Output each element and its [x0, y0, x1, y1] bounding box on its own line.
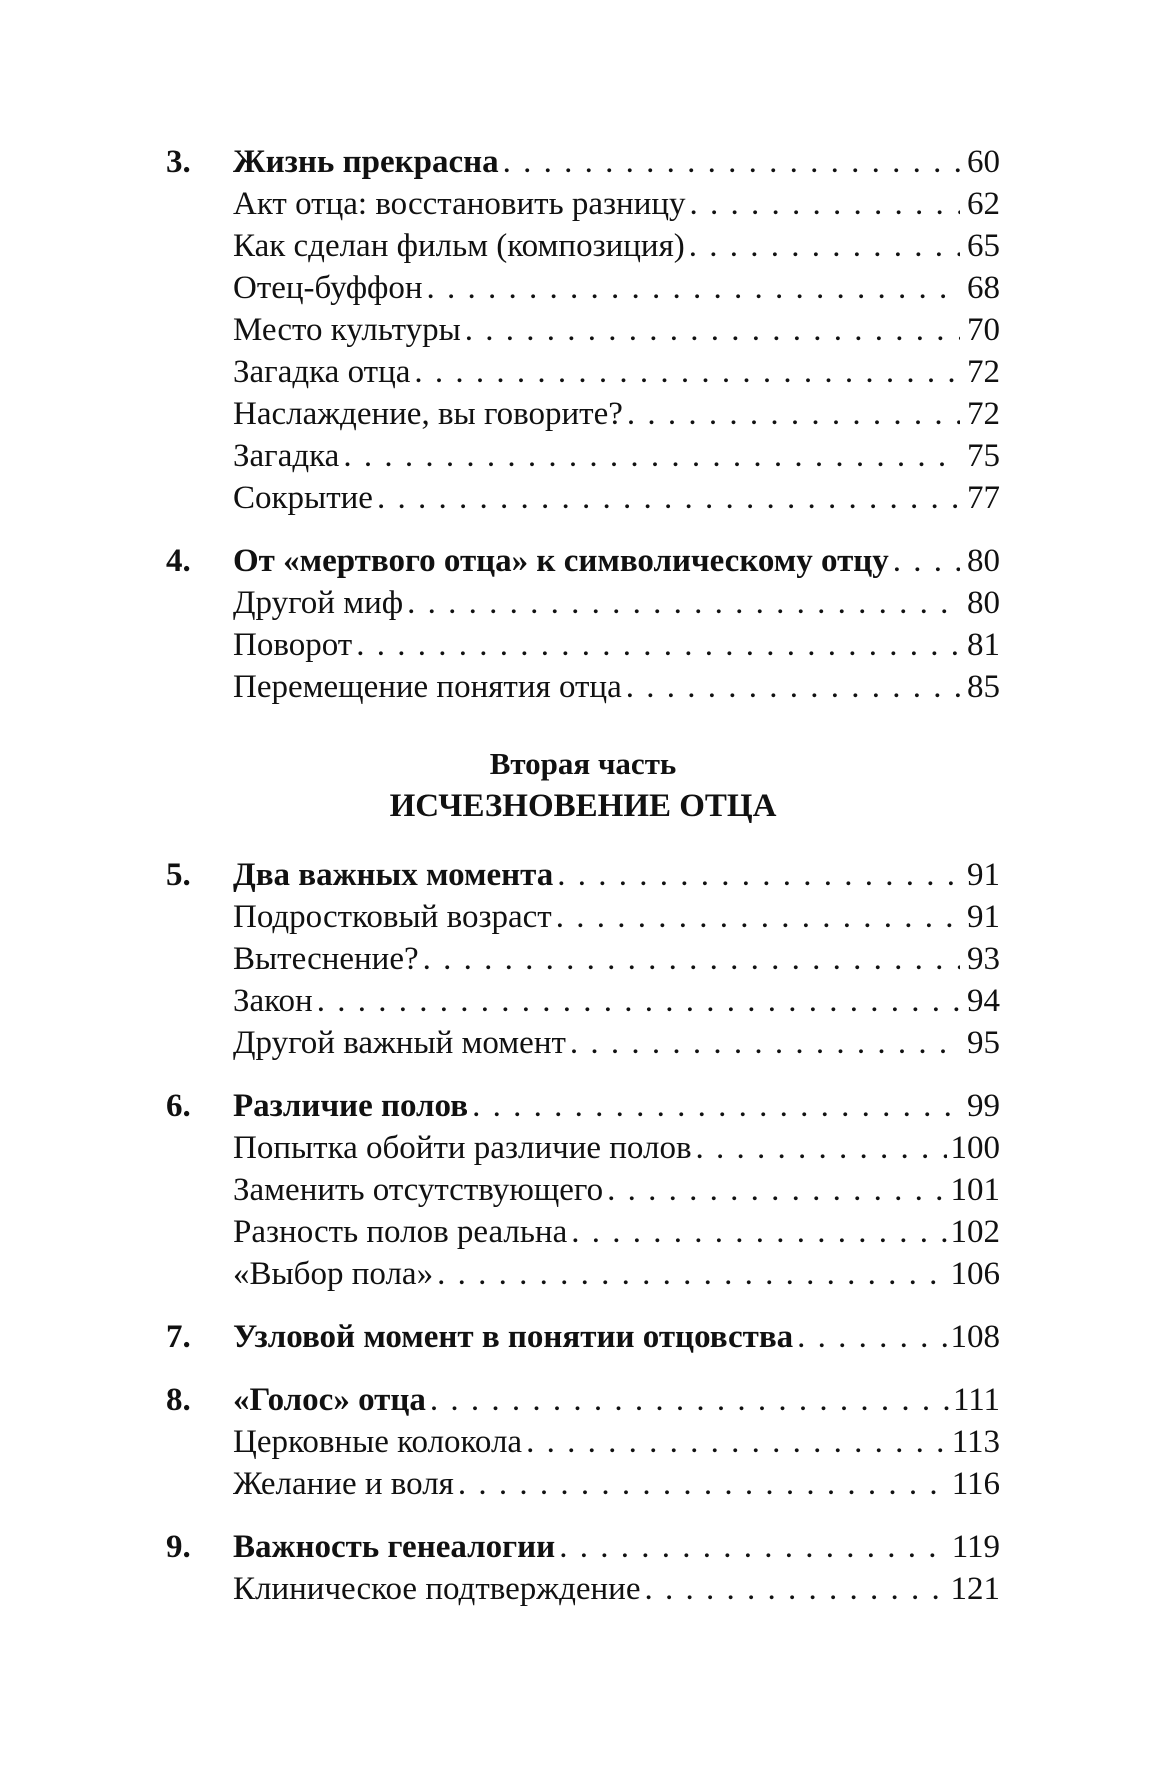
- section-title: Попытка обойти различие полов: [233, 1127, 696, 1169]
- section-title: Поворот: [233, 624, 356, 666]
- chapter-number: 9.: [166, 1529, 191, 1565]
- page-number: 119: [951, 1529, 1000, 1565]
- toc-section[interactable]: [166, 435, 1000, 477]
- dot-leader: [690, 183, 960, 225]
- page-number: 77: [967, 480, 1000, 516]
- dot-leader: [472, 1085, 960, 1127]
- toc-section[interactable]: [166, 1211, 1000, 1253]
- page-number: 108: [950, 1319, 1000, 1355]
- section-title: Перемещение понятия отца: [233, 666, 626, 708]
- toc-chapter-3: [166, 141, 1000, 519]
- toc-section[interactable]: [166, 666, 1000, 708]
- toc-chapter-8: [166, 1379, 1000, 1505]
- section-title: Отец-буффон: [233, 267, 427, 309]
- toc-chapter-heading[interactable]: [166, 141, 1000, 183]
- chapter-title: Жизнь прекрасна: [233, 141, 503, 183]
- dot-leader: [557, 854, 960, 896]
- page-number: 75: [967, 438, 1000, 474]
- section-title: Церковные колокола: [233, 1421, 526, 1463]
- toc-section[interactable]: [166, 1253, 1000, 1295]
- chapter-title: Важность генеалогии: [233, 1526, 559, 1568]
- chapter-number: 7.: [166, 1319, 191, 1355]
- section-title: Наслаждение, вы говорите?: [233, 393, 627, 435]
- toc-section[interactable]: [166, 980, 1000, 1022]
- page-number: 62: [967, 186, 1000, 222]
- page-number: 91: [967, 899, 1000, 935]
- dot-leader: [556, 896, 960, 938]
- chapter-number: 5.: [166, 857, 191, 893]
- page-number: 116: [951, 1466, 1000, 1502]
- dot-leader: [645, 1568, 947, 1610]
- dot-leader: [356, 624, 960, 666]
- toc-section[interactable]: [166, 1568, 1000, 1610]
- toc-section[interactable]: [166, 1127, 1000, 1169]
- dot-leader: [607, 1169, 946, 1211]
- page-number: 106: [950, 1256, 1000, 1292]
- toc-section[interactable]: [166, 225, 1000, 267]
- toc-chapter-5: [166, 854, 1000, 1064]
- toc-chapter-heading[interactable]: [166, 1316, 1000, 1358]
- dot-leader: [465, 309, 960, 351]
- section-title: Загадка: [233, 435, 343, 477]
- page-number: 100: [950, 1130, 1000, 1166]
- dot-leader: [317, 980, 960, 1022]
- toc-section[interactable]: [166, 183, 1000, 225]
- section-title: Другой важный момент: [233, 1022, 570, 1064]
- dot-leader: [343, 435, 960, 477]
- page-number: 65: [967, 228, 1000, 264]
- page-number: 72: [967, 396, 1000, 432]
- dot-leader: [570, 1022, 960, 1064]
- chapter-number: 6.: [166, 1088, 191, 1124]
- section-title: Акт отца: восстановить разницу: [233, 183, 690, 225]
- dot-leader: [377, 477, 960, 519]
- page-number: 93: [967, 941, 1000, 977]
- toc-section[interactable]: [166, 1421, 1000, 1463]
- dot-leader: [559, 1526, 948, 1568]
- toc-section[interactable]: [166, 582, 1000, 624]
- dot-leader: [689, 225, 960, 267]
- chapter-number: 8.: [166, 1382, 191, 1418]
- page-number: 70: [967, 312, 1000, 348]
- dot-leader: [423, 938, 960, 980]
- page-number: 60: [967, 144, 1000, 180]
- part-heading: [166, 744, 1000, 828]
- chapter-number: 3.: [166, 144, 191, 180]
- page-number: 72: [967, 354, 1000, 390]
- section-title: Загадка отца: [233, 351, 414, 393]
- toc-section[interactable]: [166, 267, 1000, 309]
- toc-section[interactable]: [166, 1022, 1000, 1064]
- dot-leader: [414, 351, 960, 393]
- dot-leader: [797, 1316, 946, 1358]
- section-title: Сокрытие: [233, 477, 377, 519]
- toc-section[interactable]: [166, 1463, 1000, 1505]
- section-title: Желание и воля: [233, 1463, 458, 1505]
- dot-leader: [427, 267, 961, 309]
- toc-chapter-6: [166, 1085, 1000, 1295]
- chapter-title: «Голос» отца: [233, 1379, 430, 1421]
- toc-section[interactable]: [166, 477, 1000, 519]
- page-number: 81: [967, 627, 1000, 663]
- dot-leader: [893, 540, 960, 582]
- chapter-number: 4.: [166, 543, 191, 579]
- dot-leader: [503, 141, 960, 183]
- toc-section[interactable]: [166, 624, 1000, 666]
- chapter-title: Узловой момент в понятии отцовства: [233, 1316, 797, 1358]
- dot-leader: [626, 666, 960, 708]
- section-title: Закон: [233, 980, 317, 1022]
- table-of-contents: [166, 141, 1000, 1631]
- section-title: Заменить отсутствующего: [233, 1169, 607, 1211]
- page-number: 85: [967, 669, 1000, 705]
- toc-section[interactable]: [166, 351, 1000, 393]
- toc-section[interactable]: [166, 393, 1000, 435]
- chapter-title: От «мертвого отца» к символическому отцу: [233, 540, 893, 582]
- section-title: Место культуры: [233, 309, 465, 351]
- dot-leader: [458, 1463, 948, 1505]
- dot-leader: [430, 1379, 949, 1421]
- section-title: Вытеснение?: [233, 938, 423, 980]
- toc-chapter-4: [166, 540, 1000, 708]
- page-number: 99: [967, 1088, 1000, 1124]
- toc-chapter-heading[interactable]: [166, 854, 1000, 896]
- dot-leader: [627, 393, 960, 435]
- toc-section[interactable]: [166, 938, 1000, 980]
- part-label: Вторая часть: [489, 746, 677, 781]
- chapter-title: Различие полов: [233, 1085, 472, 1127]
- section-title: Другой миф: [233, 582, 407, 624]
- page-number: 68: [967, 270, 1000, 306]
- toc-section[interactable]: [166, 1169, 1000, 1211]
- page-number: 111: [952, 1382, 1000, 1418]
- page-number: 91: [967, 857, 1000, 893]
- page-number: 121: [950, 1571, 1000, 1607]
- toc-chapter-7: [166, 1316, 1000, 1358]
- dot-leader: [571, 1211, 946, 1253]
- toc-chapter-9: [166, 1526, 1000, 1610]
- page-number: 80: [967, 585, 1000, 621]
- dot-leader: [526, 1421, 948, 1463]
- toc-chapter-heading[interactable]: [166, 1379, 1000, 1421]
- section-title: Как сделан фильм (композиция): [233, 225, 689, 267]
- dot-leader: [437, 1253, 946, 1295]
- toc-chapter-heading[interactable]: [166, 540, 1000, 582]
- part-title: ИСЧЕЗНОВЕНИЕ ОТЦА: [389, 788, 777, 824]
- section-title: Клиническое подтверждение: [233, 1568, 645, 1610]
- dot-leader: [407, 582, 960, 624]
- page-number: 102: [950, 1214, 1000, 1250]
- toc-chapter-heading[interactable]: [166, 1526, 1000, 1568]
- page-number: 101: [950, 1172, 1000, 1208]
- page-number: 94: [967, 983, 1000, 1019]
- dot-leader: [696, 1127, 947, 1169]
- section-title: Подростковый возраст: [233, 896, 556, 938]
- page-number: 80: [967, 543, 1000, 579]
- chapter-title: Два важных момента: [233, 854, 557, 896]
- page-number: 113: [951, 1424, 1000, 1460]
- toc-section[interactable]: [166, 309, 1000, 351]
- toc-section[interactable]: [166, 896, 1000, 938]
- page-number: 95: [967, 1025, 1000, 1061]
- section-title: Разность полов реальна: [233, 1211, 571, 1253]
- section-title: «Выбор пола»: [233, 1253, 437, 1295]
- toc-chapter-heading[interactable]: [166, 1085, 1000, 1127]
